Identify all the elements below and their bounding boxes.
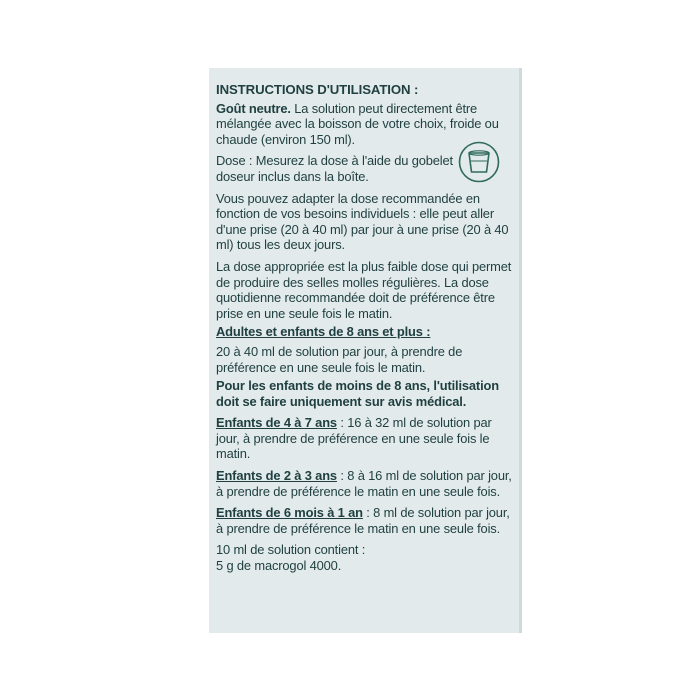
kids-2-3-text: : 8 à 16 ml de solution par jour, à prendre de préférence le matin en une seule fois. xyxy=(216,468,512,499)
kids-6m-1-label: Enfants de 6 mois à 1 an xyxy=(216,505,363,521)
adapt-paragraph: Vous pouvez adapter la dose recommandée en fonction de vos besoins individuels : elle peut aller d'une prise (20 à 40 ml) par jour à une prise (20 à 40 ml) tous les deux jours. xyxy=(216,190,509,253)
appropriate-paragraph: La dose appropriée est la plus faible dose qui permet de produire des selles molles régulières. La dose quotidienne recommandée doit de préférence être prise en une seule fois le matin. xyxy=(216,258,512,321)
adults-text: 20 à 40 ml de solution par jour, à prendre de préférence en une seule fois le matin. xyxy=(216,343,463,375)
composition xyxy=(216,542,516,573)
composition-line-1: 10 ml de solution contient : xyxy=(216,542,366,558)
kids-4-7-label: Enfants de 4 à 7 ans xyxy=(216,415,337,431)
kids-4-7-text: : 16 à 32 ml de solution par jour, à prendre de préférence en une seule fois le matin. xyxy=(216,415,492,462)
kids-6m-1-text: : 8 ml de solution par jour, à prendre de préférence le matin en une seule fois. xyxy=(216,505,510,536)
adults-label: Adultes et enfants de 8 ans et plus : xyxy=(216,324,431,340)
composition-line-2: 5 g de macrogol 4000. xyxy=(216,558,342,574)
kids-6m-1-paragraph xyxy=(216,505,516,536)
taste-text: La solution peut directement être mélangée avec la boisson de votre choix, froide ou chaude (environ 150 ml). xyxy=(216,100,499,147)
instructions-panel xyxy=(209,68,522,633)
kids-2-3-paragraph xyxy=(216,468,516,499)
dose-text: Dose : Mesurez la dose à l'aide du gobelet doseur inclus dans la boîte. xyxy=(216,153,453,184)
taste-label: Goût neutre. xyxy=(216,100,291,116)
kids-4-7-paragraph xyxy=(216,415,516,462)
kids-2-3-label: Enfants de 2 à 3 ans xyxy=(216,468,337,484)
under-8-paragraph: Pour les enfants de moins de 8 ans, l'utilisation doit se faire uniquement sur avis médical. xyxy=(216,378,499,409)
panel-edge xyxy=(519,68,522,633)
instructions-heading: INSTRUCTIONS D'UTILISATION : xyxy=(216,82,419,97)
measuring-cup-icon xyxy=(458,141,500,183)
